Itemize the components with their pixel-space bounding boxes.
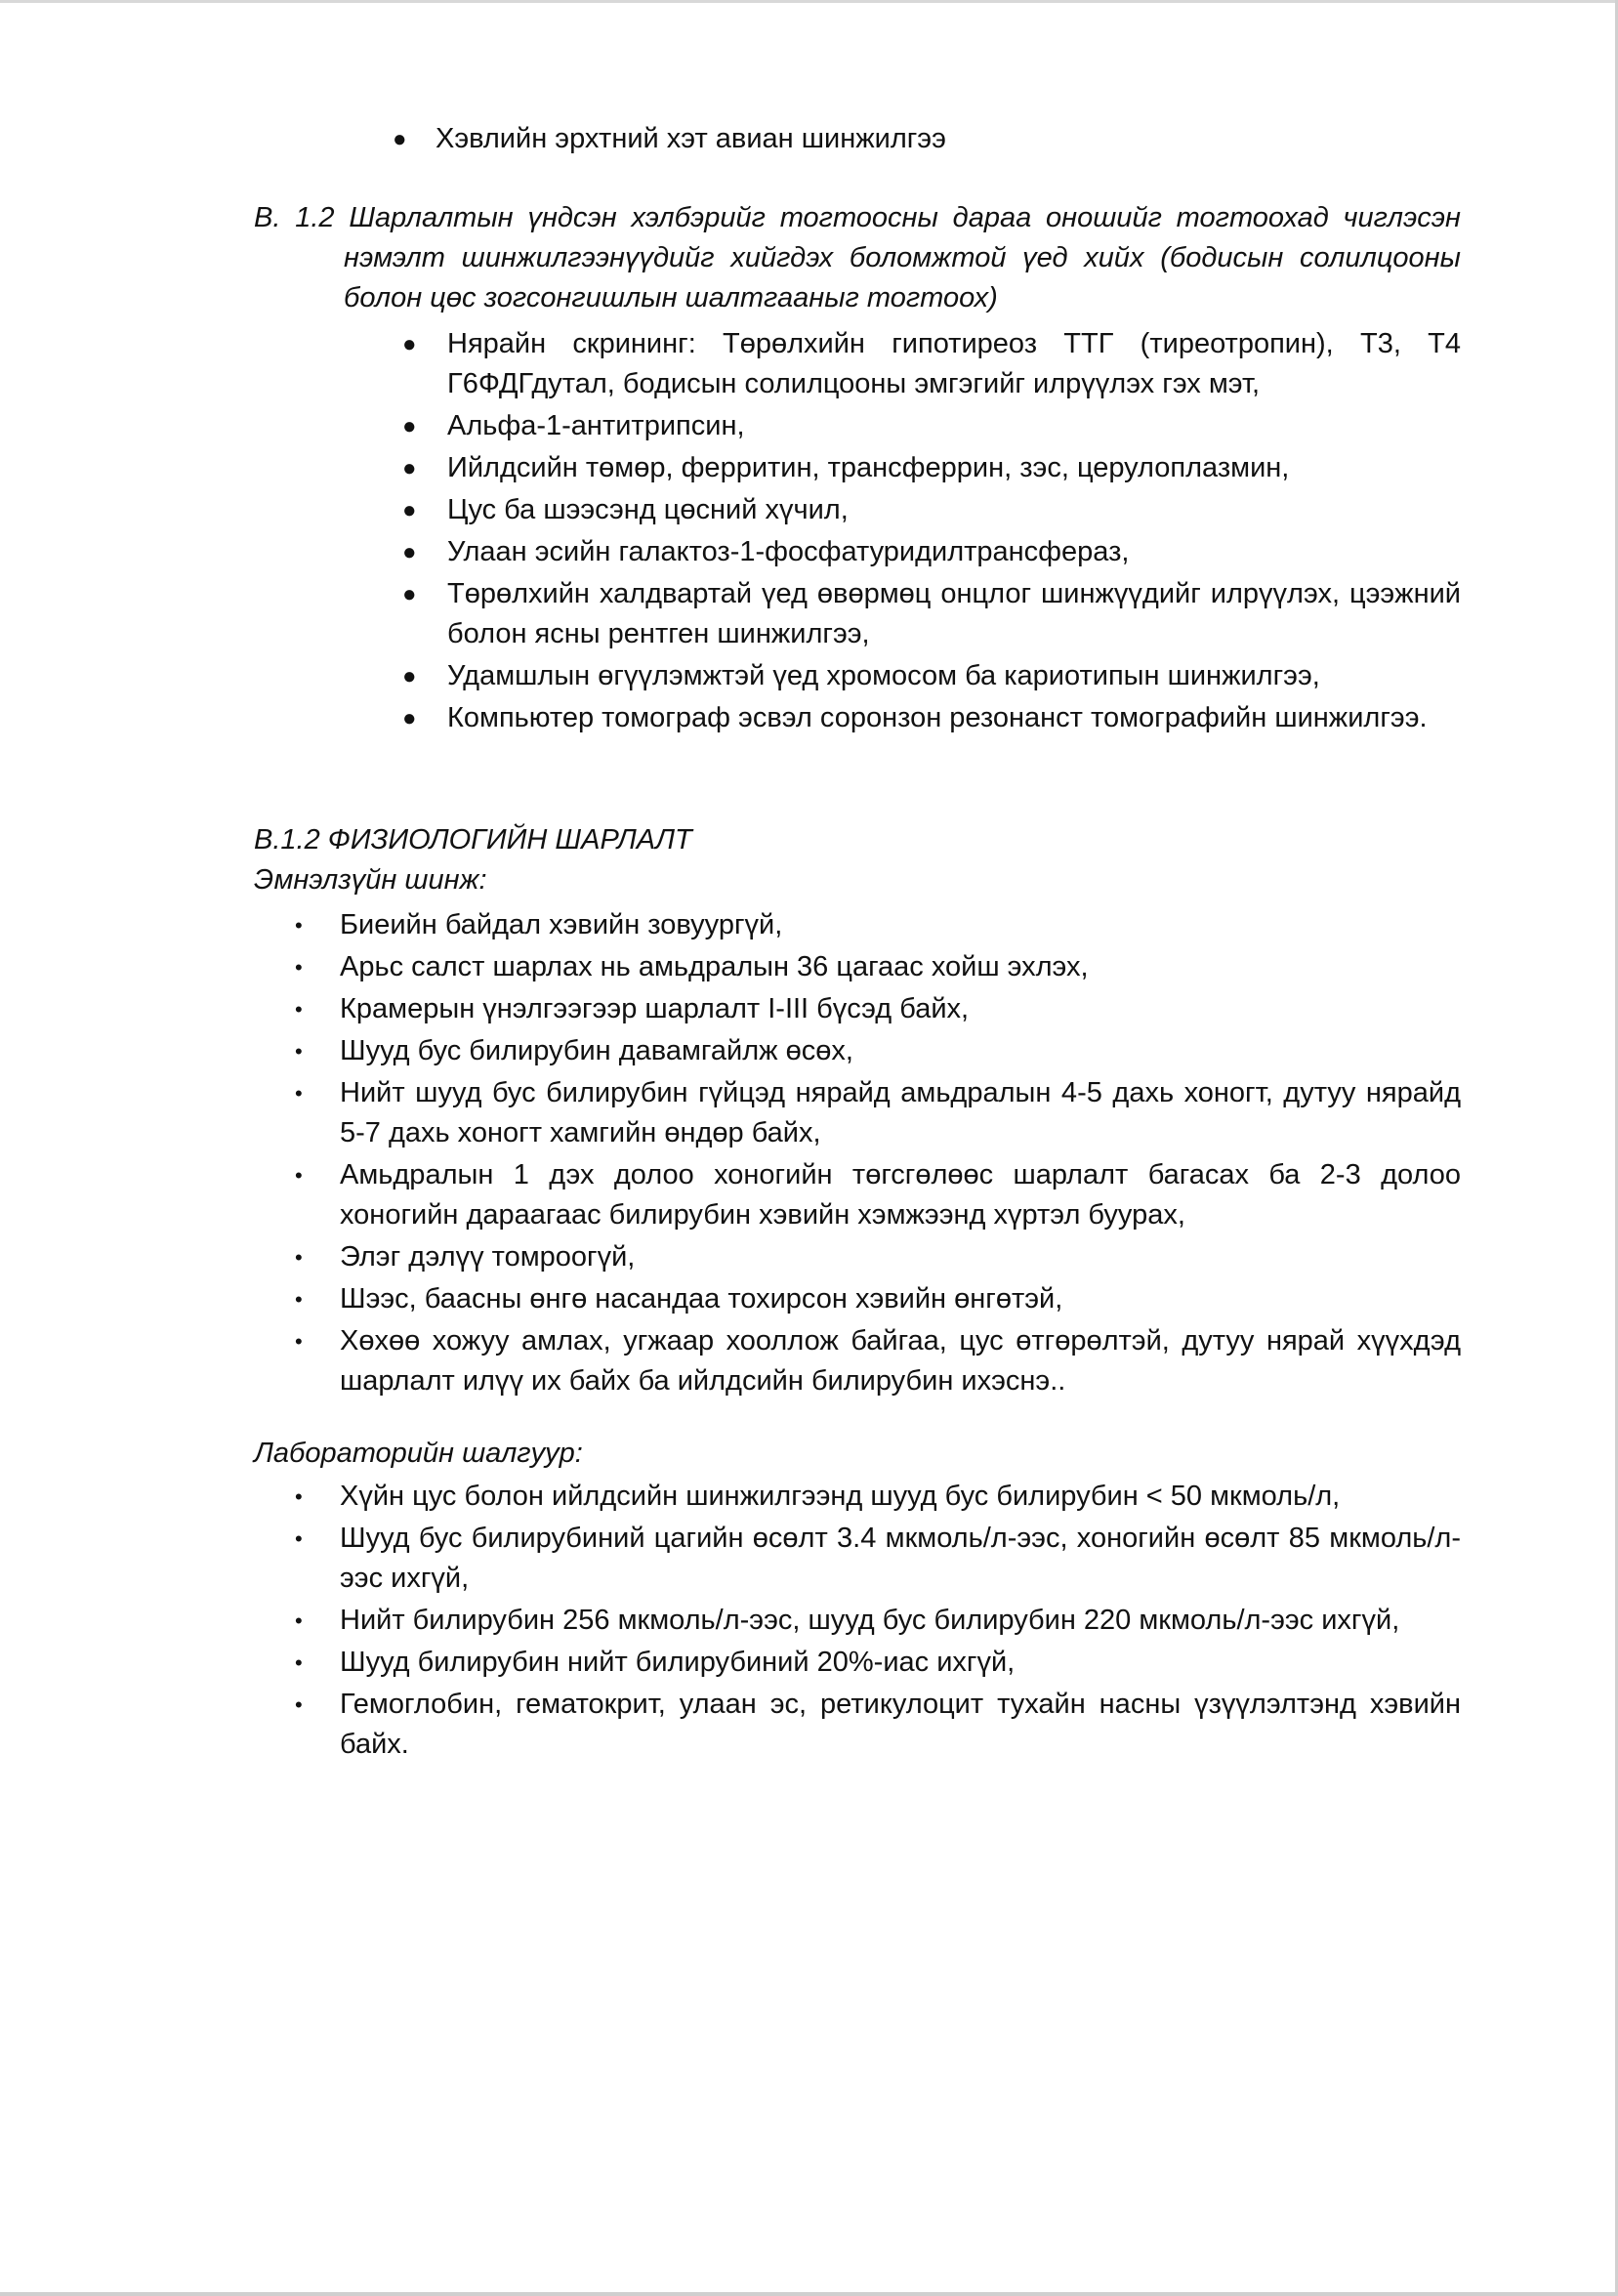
list-item [291,1155,1461,1235]
list-item-text: Ийлдсийн төмөр, ферритин, трансферрин, зэс, церулоплазмин, [447,452,1290,483]
lab-heading: Лабораторийн шалгуур: [254,1438,583,1469]
bullet-icon: • [295,1287,303,1312]
list-item [291,989,1461,1029]
bullet-icon: • [295,1039,303,1064]
list-item-text: Нийт билирубин 256 мкмоль/л-ээс, шууд бус билирубин 220 мкмоль/л-ээс ихгүй, [340,1605,1400,1636]
list-item [291,1477,1461,1517]
list-item [402,490,1461,530]
list-item-text: Амьдралын 1 дэх долоо хоногийн төгсгөлөөс шарлалт багасах ба 2-3 долоо хоногийн дараагаас билирубин хэвийн хэмжээнд хүртэл буурах, [340,1159,1461,1231]
list-item [291,1601,1461,1641]
bullet-icon: ● [402,497,417,523]
list-item [402,698,1461,738]
bullet-icon: ● [393,126,407,152]
section-b12-text: В. 1.2 Шарлалтын үндсэн хэлбэрийг тогтоосны дараа оношийг тогтоохад чиглэсэн нэмэлт шинжилгээнүүдийг хийгдэх боломжтой үед хийх (бодисын солилцооны болон цөс зогсонгишлын шалтгааныг тогтоох) [254,202,1461,313]
section-b12-intro [254,198,1461,318]
list-item-text: Хэвлийн эрхтний хэт авиан шинжилгээ [436,123,946,154]
bullet-icon: ● [402,663,417,689]
list-item [291,1321,1461,1401]
bullet-icon: • [295,1329,303,1354]
list-item [291,1279,1461,1319]
physiological-header [254,820,1461,900]
bullet-icon: • [295,997,303,1022]
list-item [402,406,1461,446]
list-item-text: Гемоглобин, гематокрит, улаан эс, ретикулоцит тухайн насны үзүүлэлтэнд хэвийн байх. [340,1689,1461,1760]
list-item [402,324,1461,404]
list-item [402,574,1461,654]
lab-heading-block [254,1434,1461,1474]
scan-edge [0,0,1618,3]
bullet-icon: • [295,913,303,938]
bullet-icon: • [295,1484,303,1509]
bullet-icon: ● [402,413,417,439]
bullet-icon: • [295,1245,303,1270]
list-item [291,1643,1461,1683]
list-item-text: Төрөлхийн халдвартай үед өвөрмөц онцлог шинжүүдийг илрүүлэх, цээжний болон ясны рентген шинжилгээ, [447,578,1461,649]
bullet-icon: ● [402,455,417,481]
list-item-text: Цус ба шээсэнд цөсний хүчил, [447,494,849,525]
list-item-text: Хүйн цус болон ийлдсийн шинжилгээнд шууд бус билирубин < 50 мкмоль/л, [340,1481,1341,1512]
list-item-text: Шууд бус билирубиний цагийн өсөлт 3.4 мкмоль/л-ээс, хоногийн өсөлт 85 мкмоль/л-ээс ихгүй, [340,1523,1461,1594]
list-item-text: Крамерын үнэлгээгээр шарлалт I-III бүсэд байх, [340,993,970,1024]
bullet-icon: • [295,1692,303,1717]
list-item [291,1519,1461,1599]
list-item-text: Нийт шууд бус билирубин гүйцэд нярайд амьдралын 4-5 дахь хоногт, дутуу нярайд 5-7 дахь хоногт хамгийн өндөр байх, [340,1077,1461,1148]
bullet-icon: • [295,955,303,980]
bullet-icon: • [295,1608,303,1633]
list-item [291,1237,1461,1277]
list-item [393,119,1467,159]
bullet-icon: • [295,1526,303,1551]
list-item-text: Шээс, баасны өнгө насандаа тохирсон хэвийн өнгөтэй, [340,1283,1063,1315]
bullet-icon: • [295,1650,303,1675]
clinical-heading: Эмнэлзүйн шинж: [254,864,487,896]
list-item-text: Удамшлын өгүүлэмжтэй үед хромосом ба кариотипын шинжилгээ, [447,660,1320,691]
list-item-text: Хөхөө хожуу амлах, угжаар хооллож байгаа, цус өтгөрөлтэй, дутуу нярай хүүхдэд шарлалт илүү их байх ба ийлдсийн билирубин ихэснэ.. [340,1325,1461,1397]
bullet-icon: ● [402,331,417,357]
bullet-icon: ● [402,705,417,731]
list-item-text: Компьютер томограф эсвэл соронзон резонанст томографийн шинжилгээ. [447,702,1428,733]
list-item [402,656,1461,696]
clinical-list [291,905,1461,1403]
list-item-text: Улаан эсийн галактоз-1-фосфатуридилтрансфераз, [447,536,1130,567]
list-item [402,532,1461,572]
list-item-text: Альфа-1-антитрипсин, [447,410,745,441]
bullet-icon: ● [402,581,417,607]
list-item-text: Биеийн байдал хэвийн зовуургүй, [340,909,783,940]
list-item [291,1073,1461,1153]
list-item-text: Шууд билирубин нийт билирубиний 20%-иас ихгүй, [340,1647,1016,1678]
top-bullet-list [393,119,1467,159]
list-item-text: Шууд бус билирубин давамгайлж өсөх, [340,1035,853,1066]
list-item [402,448,1461,488]
bullet-icon: • [295,1163,303,1188]
section-title: В.1.2 ФИЗИОЛОГИЙН ШАРЛАЛТ [254,824,692,856]
list-item-text: Нярайн скрининг: Төрөлхийн гипотиреоз ТТГ (тиреотропин), Т3, Т4 Г6ФДГдутал, бодисын солилцооны эмгэгийг илрүүлэх гэх мэт, [447,328,1461,399]
list-item [291,905,1461,945]
section-b12-list [402,324,1461,740]
list-item [291,1031,1461,1071]
list-item [291,1685,1461,1765]
list-item-text: Арьс салст шарлах нь амьдралын 36 цагаас хойш эхлэх, [340,951,1089,982]
lab-list [291,1477,1461,1767]
bullet-icon: ● [402,539,417,565]
list-item-text: Элэг дэлүү томроогүй, [340,1241,636,1273]
bullet-icon: • [295,1081,303,1106]
scan-edge [0,2292,1618,2296]
list-item [291,947,1461,987]
